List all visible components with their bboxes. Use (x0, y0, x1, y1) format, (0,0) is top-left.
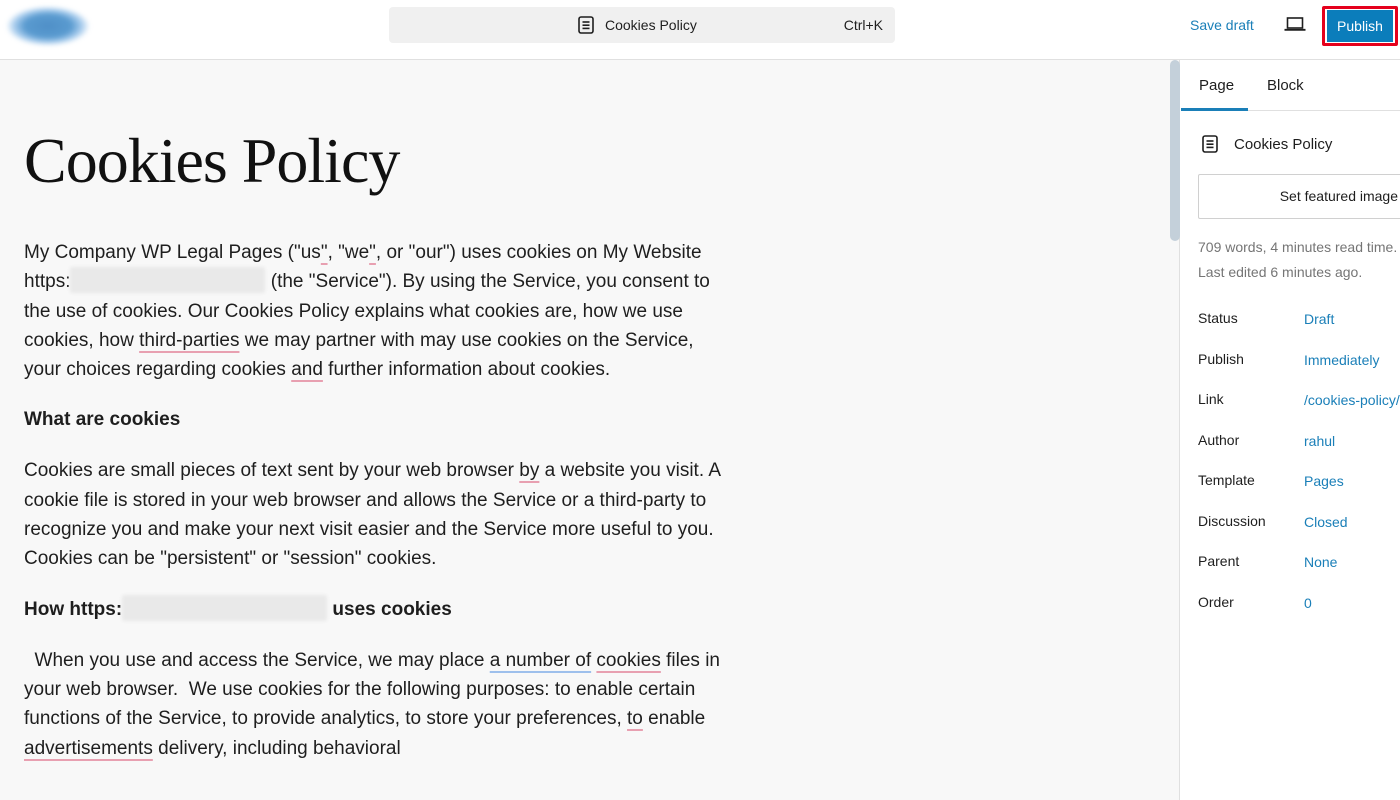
site-logo[interactable] (0, 0, 102, 50)
text-run: files in your web browser. We use cookies for the following purposes: to enable certain functions of the Service, to provide analytics, to store your preferences, (24, 649, 720, 730)
sidebar-tabs (1181, 60, 1400, 111)
set-featured-image-button[interactable]: Set featured image (1198, 174, 1400, 219)
settings-sidebar (1181, 60, 1400, 800)
setting-label: Discussion (1198, 513, 1266, 529)
setting-label: Parent (1198, 553, 1240, 569)
setting-publish (1198, 351, 1400, 371)
page-icon (1202, 135, 1218, 153)
redacted-url (122, 595, 327, 621)
publish-button[interactable]: Publish (1327, 10, 1393, 42)
command-palette-bar[interactable] (389, 7, 895, 43)
text-run: uses cookies (327, 598, 452, 620)
setting-author (1198, 432, 1400, 452)
spellcheck-flag: cookies (596, 649, 661, 671)
spellcheck-flag: third-parties (139, 329, 240, 351)
post-title-text: Cookies Policy (24, 125, 400, 196)
text-run: enable (642, 708, 706, 730)
publish-date-button[interactable]: Immediately (1304, 352, 1380, 368)
setting-parent (1198, 553, 1400, 573)
setting-discussion (1198, 513, 1400, 533)
setting-template (1198, 472, 1400, 492)
discussion-button[interactable]: Closed (1304, 514, 1348, 530)
grammar-flag: a number of (489, 649, 592, 671)
text-run: , "we (327, 242, 370, 263)
spellcheck-flag: and (291, 359, 323, 381)
parent-button[interactable]: None (1304, 554, 1338, 570)
status-value-button[interactable]: Draft (1304, 311, 1335, 327)
keyboard-shortcut: Ctrl+K (843, 17, 883, 33)
editor-header (0, 0, 1400, 60)
save-draft-button[interactable]: Save draft (1190, 17, 1254, 33)
text-run: delivery, including behavioral (152, 737, 401, 759)
spellcheck-flag: " (320, 242, 328, 263)
setting-label: Template (1198, 472, 1255, 488)
text-run: we may partner with may use cookies on the Service, your choices regarding cookies (24, 329, 694, 381)
content-heading[interactable] (24, 595, 734, 624)
setting-status (1198, 310, 1400, 330)
content-heading[interactable] (24, 405, 734, 434)
tab-page[interactable]: Page (1199, 77, 1235, 94)
text-run: , or "our") uses cookies on My Website https: (24, 242, 702, 293)
text-run: (the "Service"). By using the Service, you consent to the use of cookies. Our Cookies Policy explains what cookies are, how we use cookies, how (24, 271, 710, 351)
text-run: What are cookies (24, 409, 181, 431)
author-button[interactable]: rahul (1304, 433, 1336, 449)
text-run: further information about cookies. (322, 359, 611, 381)
document-title: Cookies Policy (605, 17, 697, 33)
spellcheck-flag: by (519, 460, 540, 482)
order-button[interactable]: 0 (1304, 595, 1312, 611)
canvas-scrollbar-thumb[interactable] (1170, 60, 1180, 241)
spellcheck-flag: to (627, 708, 643, 730)
setting-label: Author (1198, 432, 1240, 448)
redacted-url (70, 267, 265, 293)
setting-label: Status (1198, 310, 1238, 326)
spellcheck-flag: advertisements (24, 737, 153, 759)
content-paragraph[interactable] (24, 456, 734, 573)
text-run: When you use and access the Service, we may place (24, 649, 490, 671)
content-paragraph[interactable] (24, 238, 734, 384)
last-edited: Last edited 6 minutes ago. (1198, 264, 1363, 280)
tab-block[interactable]: Block (1267, 77, 1304, 94)
page-icon (578, 16, 594, 34)
permalink-button[interactable]: /cookies-policy/ (1304, 392, 1400, 408)
text-run: How https: (24, 598, 123, 620)
laptop-icon[interactable] (1284, 16, 1306, 32)
spellcheck-flag: " (369, 242, 376, 263)
word-count: 709 words, 4 minutes read time. (1198, 239, 1398, 255)
setting-label: Order (1198, 594, 1234, 610)
setting-link (1198, 391, 1400, 411)
setting-label: Publish (1198, 351, 1244, 367)
post-content[interactable] (24, 238, 734, 784)
template-button[interactable]: Pages (1304, 473, 1344, 489)
setting-label: Link (1198, 391, 1224, 407)
post-title[interactable] (24, 124, 399, 198)
post-summary-title: Cookies Policy (1234, 136, 1333, 153)
content-paragraph[interactable] (24, 646, 734, 763)
text-run: Cookies are small pieces of text sent by your web browser (24, 460, 520, 482)
active-tab-indicator (1181, 108, 1248, 111)
setting-order (1198, 594, 1400, 614)
text-run: My Company WP Legal Pages ("us (24, 242, 321, 263)
text-run: a website you visit. A cookie file is stored in your web browser and allows the Service or a third-party to recognize you and make your next visit easier and the Service more useful to you. Cookies can be "persistent" or "session" cookies. (24, 460, 720, 570)
